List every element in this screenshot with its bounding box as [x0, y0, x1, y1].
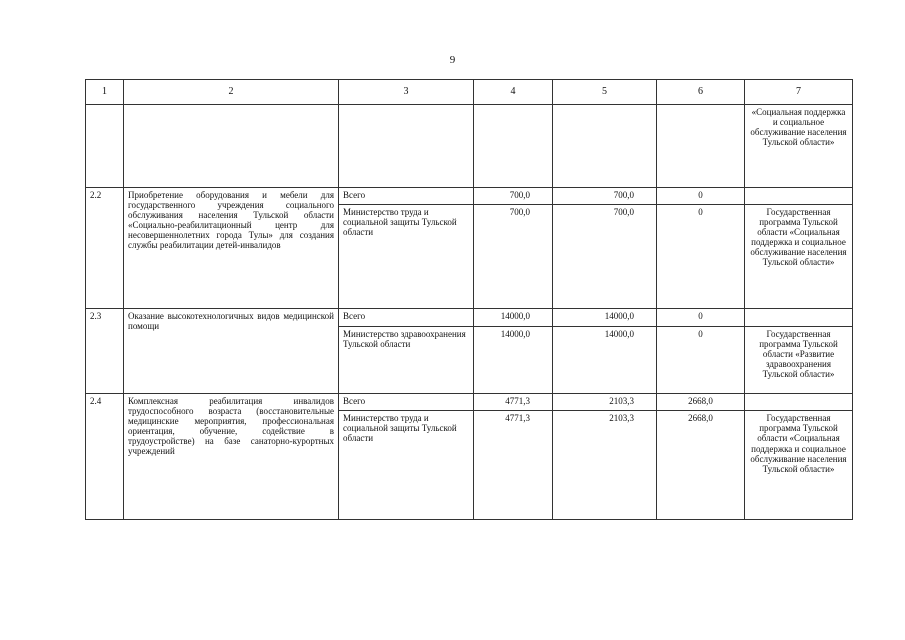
- column-header: 3: [339, 80, 474, 105]
- table-cell: [124, 105, 339, 188]
- program-cell: Государственная программа Тульской области «Социальная поддержка и социальное обслуживание населения Тульской области»: [745, 204, 853, 308]
- item-description: Комплексная реабилитация инвалидов трудоспособного возраста (восстановительные медицинские мероприятия, профессиональная ориентация, обучение, содействие в трудоустройстве) на базе санаторно-курортных учреждений: [124, 393, 339, 519]
- column-header: 7: [745, 80, 853, 105]
- table-cell: [553, 105, 657, 188]
- value-cell: 700,0: [474, 187, 553, 204]
- value-cell: 700,0: [553, 187, 657, 204]
- table-row: [86, 393, 853, 410]
- program-cell: «Социальная поддержка и социальное обслуживание населения Тульской области»: [745, 105, 853, 188]
- value-cell: 4771,3: [474, 411, 553, 520]
- source-cell: Всего: [339, 309, 474, 326]
- value-cell: 2103,3: [553, 393, 657, 410]
- value-cell: 14000,0: [553, 326, 657, 393]
- item-number: 2.4: [86, 393, 124, 519]
- value-cell: 0: [657, 204, 745, 308]
- value-cell: 700,0: [474, 204, 553, 308]
- table-cell: [86, 105, 124, 188]
- value-cell: 2668,0: [657, 411, 745, 520]
- value-cell: 14000,0: [474, 309, 553, 326]
- program-cell: [745, 393, 853, 410]
- table-row: [86, 309, 853, 326]
- source-cell: Министерство здравоохранения Тульской области: [339, 326, 474, 393]
- column-header: 4: [474, 80, 553, 105]
- page-number: 9: [449, 54, 456, 66]
- value-cell: 2103,3: [553, 411, 657, 520]
- source-cell: Всего: [339, 187, 474, 204]
- program-cell: Государственная программа Тульской области «Развитие здравоохранения Тульской области»: [745, 326, 853, 393]
- value-cell: 0: [657, 309, 745, 326]
- item-number: 2.3: [86, 309, 124, 394]
- column-header: 2: [124, 80, 339, 105]
- column-header: 1: [86, 80, 124, 105]
- table-cell: [657, 105, 745, 188]
- table-row: [86, 187, 853, 204]
- program-table: [85, 79, 853, 520]
- program-cell: [745, 309, 853, 326]
- column-header: 6: [657, 80, 745, 105]
- value-cell: 4771,3: [474, 393, 553, 410]
- header-row: [86, 80, 853, 105]
- item-description: Оказание высокотехнологичных видов медицинской помощи: [124, 309, 339, 394]
- program-cell: [745, 187, 853, 204]
- item-number: 2.2: [86, 187, 124, 309]
- program-cell: Государственная программа Тульской области «Социальная поддержка и социальное обслуживание населения Тульской области»: [745, 411, 853, 520]
- source-cell: Министерство труда и социальной защиты Тульской области: [339, 204, 474, 308]
- table-row: [86, 105, 853, 188]
- value-cell: 14000,0: [474, 326, 553, 393]
- value-cell: 2668,0: [657, 393, 745, 410]
- value-cell: 0: [657, 187, 745, 204]
- source-cell: Министерство труда и социальной защиты Тульской области: [339, 411, 474, 520]
- table-cell: [474, 105, 553, 188]
- value-cell: 700,0: [553, 204, 657, 308]
- item-description: Приобретение оборудования и мебели для государственного учреждения социального обслуживания населения Тульской области «Социально-реабилитационный центр для несовершеннолетних города Тулы» для создания службы реабилитации детей-инвалидов: [124, 187, 339, 309]
- source-cell: Всего: [339, 393, 474, 410]
- column-header: 5: [553, 80, 657, 105]
- value-cell: 14000,0: [553, 309, 657, 326]
- table-cell: [339, 105, 474, 188]
- value-cell: 0: [657, 326, 745, 393]
